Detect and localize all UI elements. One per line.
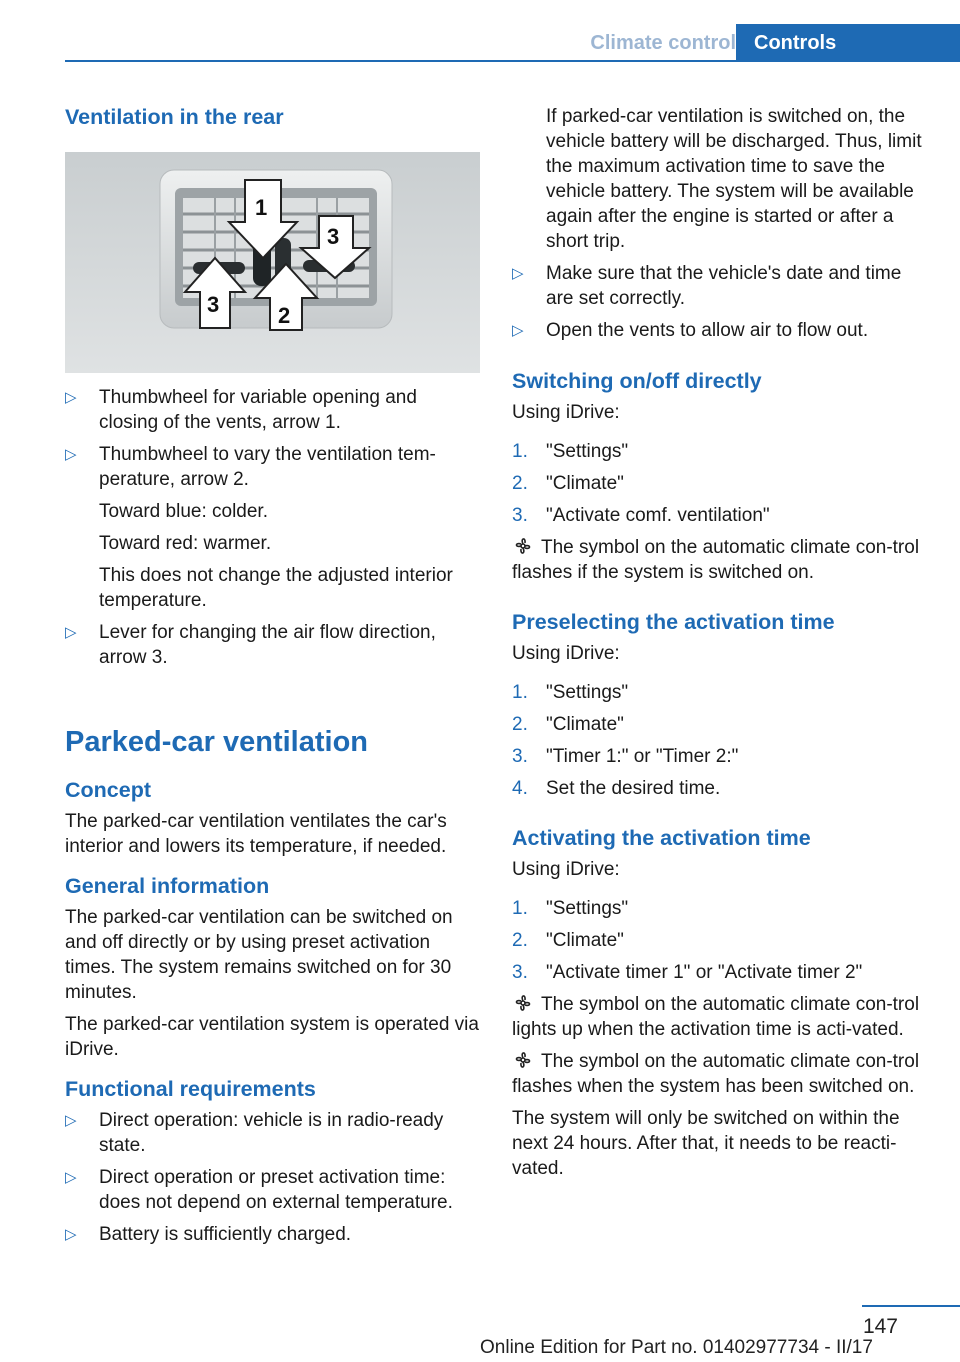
list-item: ▷ Thumbwheel to vary the ventilation tem‐perature, arrow 2. — [65, 444, 436, 490]
list-item: ▷ Direct operation or preset activation time: does not depend on external temperature. — [65, 1167, 453, 1213]
switch-note: The symbol on the automatic climate con‐trol flashes if the system is switched on. — [512, 537, 920, 583]
list-item: 1. "Settings" — [512, 898, 629, 919]
rear-list — [65, 385, 480, 670]
list-item: 2. "Climate" — [512, 930, 624, 951]
list-item: ▷ Direct operation: vehicle is in radio-ready state. — [65, 1110, 444, 1156]
fan-icon — [512, 992, 534, 1014]
list-item: 3. "Activate comf. ventilation" — [512, 505, 770, 526]
rear-vent-illustration — [65, 152, 480, 373]
functional-list — [65, 1108, 480, 1247]
list-item: ▷ Lever for changing the air flow direction, arrow 3. — [65, 622, 436, 668]
general-text-2: The parked-car ventilation system is operated via iDrive. — [65, 1014, 479, 1060]
rear-title: Ventilation in the rear — [65, 105, 284, 129]
figure-label-2: 2 — [278, 303, 291, 328]
battery-text: If parked-car ventilation is switched on, the vehicle battery will be discharged. Thus, limit the maximum activation time to save the vehicle battery. The system will be available again after the engine is started or after a short trip. — [546, 106, 922, 252]
concept-title: Concept — [65, 778, 151, 802]
parked-title: Parked-car ventilation — [65, 726, 368, 758]
switch-title: Switching on/off directly — [512, 369, 762, 393]
list-item: 3. "Activate timer 1" or "Activate timer 2" — [512, 962, 863, 983]
figure-label-1: 1 — [255, 195, 268, 220]
list-item: ▷ Thumbwheel for variable opening and closing of the vents, arrow 1. — [65, 387, 417, 433]
fan-icon — [512, 535, 534, 557]
general-text-1: The parked-car ventilation can be switched on and off directly or by using preset activation times. The system remains switched on for 30 minutes. — [65, 907, 453, 1003]
list-item: ▷ Open the vents to allow air to flow out. — [512, 320, 869, 341]
preselect-steps — [512, 680, 932, 801]
list-item: 2. "Climate" — [512, 473, 624, 494]
switch-steps — [512, 439, 932, 528]
figure-label-3-right: 3 — [327, 224, 340, 249]
right-column — [512, 96, 932, 1181]
activating-note-1: The symbol on the automatic climate con‐trol lights up when the activation time is acti‐vated. — [512, 994, 920, 1040]
list-item: ▷ Battery is sufficiently charged. — [65, 1224, 352, 1245]
rear-sub-note: This does not change the adjusted interior temperature. — [99, 565, 453, 611]
left-column — [65, 96, 480, 1247]
switch-using: Using iDrive: — [512, 402, 620, 423]
list-item: 3. "Timer 1:" or "Timer 2:" — [512, 746, 739, 767]
list-item: 1. "Settings" — [512, 441, 629, 462]
rear-sub-blue: Toward blue: colder. — [99, 501, 268, 522]
list-item: 1. "Settings" — [512, 682, 629, 703]
header-section: Climate control — [590, 32, 736, 54]
activating-note-2: The symbol on the automatic climate con‐trol flashes when the system has been switched on. — [512, 1051, 920, 1097]
list-item: 4. Set the desired time. — [512, 778, 721, 799]
fan-icon — [512, 1049, 534, 1071]
list-item: 2. "Climate" — [512, 714, 624, 735]
activating-using: Using iDrive: — [512, 859, 620, 880]
concept-text: The parked-car ventilation ventilates the car's interior and lowers its temperature, if needed. — [65, 811, 447, 857]
header-rule — [65, 60, 960, 62]
rear-sub-red: Toward red: warmer. — [99, 533, 272, 554]
header-chapter: Controls — [736, 24, 960, 62]
general-title: General information — [65, 874, 270, 898]
figure-label-3-left: 3 — [207, 292, 220, 317]
footer-rule — [862, 1305, 960, 1307]
preselect-title: Preselecting the activation time — [512, 610, 835, 634]
final-text: The system will only be switched on within the next 24 hours. After that, it needs to be reacti‐vated. — [512, 1108, 900, 1179]
functional-title: Functional requirements — [65, 1077, 316, 1101]
edition-text: Online Edition for Part no. 01402977734 - II/17 — [480, 1337, 873, 1358]
activating-title: Activating the activation time — [512, 826, 811, 850]
page-number: 147 — [862, 1315, 898, 1338]
rear-vent-figure — [65, 152, 480, 373]
activating-steps — [512, 896, 932, 985]
list-item: ▷ Make sure that the vehicle's date and time are set correctly. — [512, 263, 902, 309]
preselect-using: Using iDrive: — [512, 643, 620, 664]
